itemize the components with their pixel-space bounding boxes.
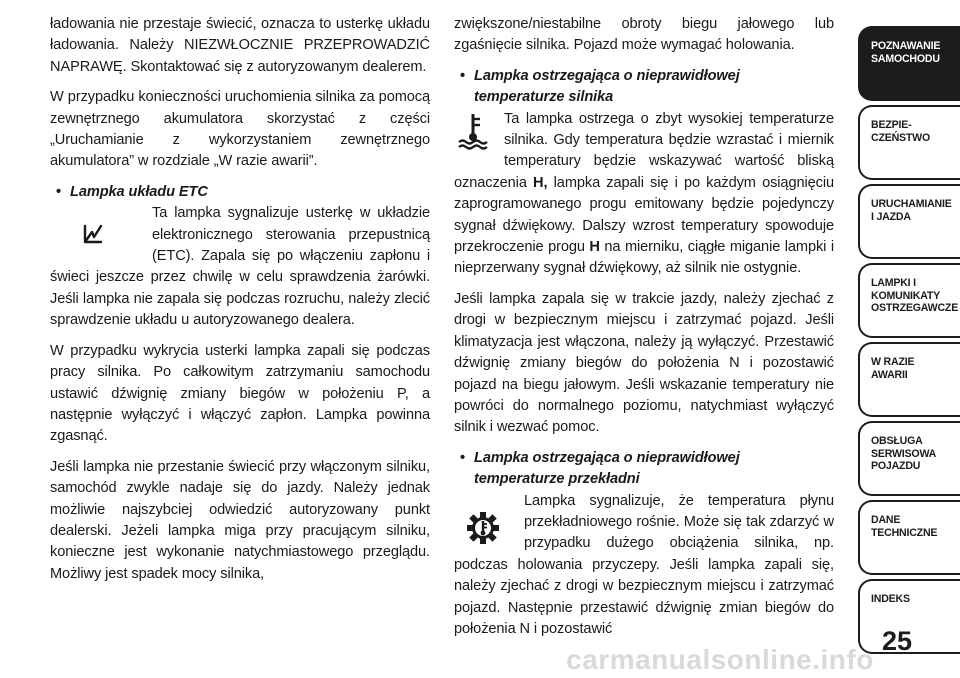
chapter-tab-label: KOMUNIKATY [871, 289, 941, 302]
chapter-tab-1[interactable] [858, 26, 960, 101]
chapter-tab-3[interactable] [858, 184, 960, 259]
chapter-tab-label: POZNAWANIE [871, 40, 941, 52]
trans-temp-block [454, 491, 834, 641]
left-column [50, 14, 430, 594]
paragraph-fault: W przypadku wykrycia usterki lampka zapali się podczas pracy silnika. Po całkowitym zatrzymaniu samochodu ustawić dźwignię zmiany biegów w położeniu P, a następnie wyłączyć i włączyć zapłon. Lampka powinna zgasnąć. [50, 342, 430, 445]
chapter-tab-label: DANE [871, 514, 901, 526]
chapter-tab-label: I JAZDA [871, 210, 911, 223]
chapter-tab-label: INDEKS [871, 593, 910, 605]
paragraph-jump-start: W przypadku konieczności uruchomienia silnika za pomocą zewnętrznego akumulatora skorzystać z części „Uruchamianie z wykorzystaniem zewnętrznego akumulatora” w rozdziale „W razie awarii”. [50, 89, 430, 170]
chapter-tab-label: LAMPKI I [871, 277, 916, 289]
paragraph-persisting: Jeśli lampka nie przestanie świecić przy włączonym silniku, samochód zwykle nadaje się do jazdy. Należy jednak możliwie najszybciej odwiedzić autoryzowany punkt dealerski. Jeżeli lampka miga przy pracującym silniku, konieczne jest wykonanie natychmiastowego przeglądu. Możliwy jest spadek mocy silnika, [50, 458, 430, 582]
trans-temp-heading: • Lampka ostrzegająca o nieprawidłowej temperaturze przekładni [460, 449, 740, 488]
paragraph-charging: ładowania nie przestaje świecić, oznacza to usterkę układu ładowania. Należy NIEZWŁOCZNIE PRZEPROWADZIĆ NAPRAWĘ. Skontaktować się z autoryzowanym dealerem. [50, 16, 430, 75]
chapter-tab-label: AWARII [871, 368, 908, 381]
etc-text: Ta lampka sygnalizuje usterkę w układzie elektronicznego sterowania przepustnicą (ETC). Zapala się po włączeniu zapłonu i świeci jeszcze przez chwilę w celu sprawdzenia żarówki. Jeśli lampka nie zapala się podczas rozruchu, należy zlecić sprawdzenie układu u autoryzowanego dealera. [50, 205, 430, 329]
chapter-tab-6[interactable] [858, 421, 960, 496]
etc-heading: • Lampka układu ETC [56, 183, 208, 200]
chapter-tab-label: OBSŁUGA [871, 435, 923, 447]
paragraph-continued: zwiększone/niestabilne obroty biegu jałowego lub zgaśnięcie silnika. Pojazd może wymagać holowania. [454, 16, 834, 54]
chapter-tabs [858, 26, 960, 658]
chapter-tab-label: OSTRZEGAWCZE [871, 302, 959, 314]
watermark: carmanualsonline.info [566, 644, 874, 675]
etc-lightning-icon [82, 223, 104, 256]
chapter-tab-label: URUCHAMIANIE [871, 198, 952, 210]
right-column [454, 14, 834, 649]
chapter-tab-label: W RAZIE [871, 356, 915, 368]
chapter-tab-label: BEZPIE- [871, 119, 912, 131]
chapter-tab-label: CZEŃSTWO [871, 131, 931, 144]
chapter-tab-label: POJAZDU [871, 460, 921, 472]
chapter-tab-4[interactable] [858, 263, 960, 338]
engine-temp-text: Ta lampka ostrzega o zbyt wysokiej temperaturze silnika. Gdy temperatura będzie wzrastać i miernik temperatury będzie wskazywać wartość bliską oznaczenia H, lampka zapali się i po każdym osiągnięciu zaprogramowanego progu emitowany będzie pojedynczy sygnał dźwiękowy. Dalszy wzrost temperatury spowoduje przekroczenie progu H na mierniku, ciągłe miganie lampki i nieprzerwany sygnał dźwiękowy, aż silnik nie ostygnie. [454, 110, 834, 277]
etc-block [50, 203, 430, 331]
chapter-tab-label: TECHNICZNE [871, 526, 938, 539]
chapter-tab-5[interactable] [858, 342, 960, 417]
chapter-tab-label: SAMOCHODU [871, 52, 940, 65]
chapter-tab-7[interactable] [858, 500, 960, 575]
chapter-tab-label: SERWISOWA [871, 447, 937, 460]
paragraph-engine-hot: Jeśli lampka zapala się w trakcie jazdy, należy zjechać z drogi w bezpiecznym miejscu i zatrzymać pojazd. Jeśli klimatyzacja jest włączona, należy ją wyłączyć. Przestawić dźwignię zmiany biegów do położenia N i pozostawić pojazd na biegu jałowym. Jeśli wskazanie temperatury nie powróci do normalnego poziomu, natychmiast wyłączyć silnik i wezwać pomoc. [454, 290, 834, 436]
engine-temp-heading: • Lampka ostrzegająca o nieprawidłowej temperaturze silnika [460, 67, 740, 106]
transmission-temperature-icon [466, 511, 500, 552]
page-number: 25 [882, 626, 913, 656]
trans-temp-text: Lampka sygnalizuje, że temperatura płynu przekładniowego rośnie. Może się tak zdarzyć w przypadku dużego obciążenia silnika, np. podczas holowania przyczepy. Jeśli lampka zapali się, należy zjechać z drogi w bezpiecznym miejscu i zatrzymać pojazd. Następnie przestawić dźwignię zmian biegów do położenia N i pozostawić [454, 492, 834, 637]
engine-temp-block [454, 109, 834, 280]
chapter-tab-2[interactable] [858, 105, 960, 180]
engine-temperature-icon [456, 111, 490, 158]
